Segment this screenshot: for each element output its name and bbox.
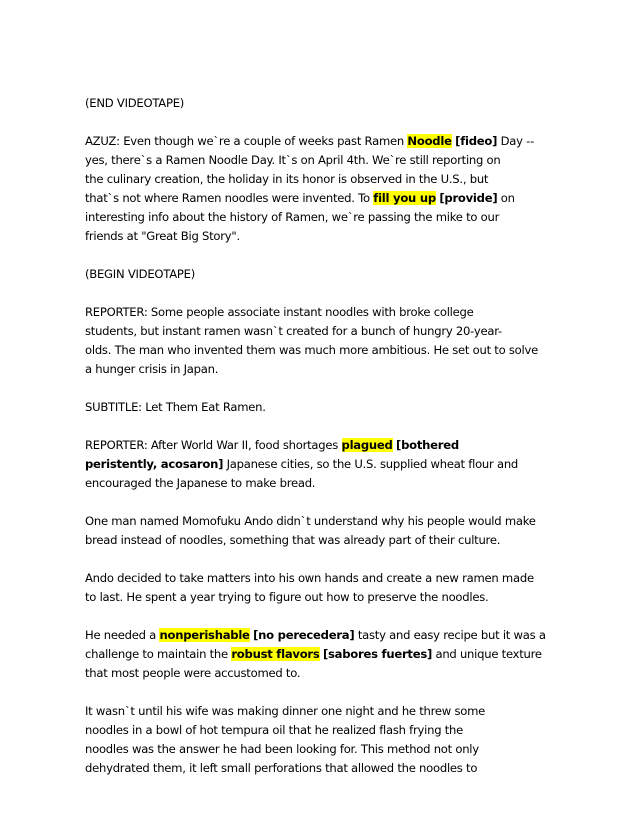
text-run: REPORTER: Some people associate instant noodles with broke college	[85, 305, 474, 319]
text-line	[85, 664, 555, 683]
text-line	[85, 341, 555, 360]
text-run: SUBTITLE: Let Them Eat Ramen.	[85, 400, 266, 414]
text-run: interesting info about the history of Ramen, we`re passing the mike to our	[85, 210, 500, 224]
text-run: noodles in a bowl of hot tempura oil that he realized flash frying the	[85, 723, 464, 737]
text-run: a hunger crisis in Japan.	[85, 362, 219, 376]
paragraph	[85, 94, 555, 113]
text-line	[85, 398, 555, 417]
text-run: (END VIDEOTAPE)	[85, 96, 185, 110]
paragraph	[85, 436, 555, 493]
highlighted-term: Noodle	[407, 134, 452, 148]
translation-gloss: [provide]	[439, 191, 498, 205]
text-line	[85, 474, 555, 493]
text-line	[85, 189, 555, 208]
text-run: Japanese cities, so the U.S. supplied wheat flour and	[223, 457, 519, 471]
text-run: olds. The man who invented them was much more ambitious. He set out to solve	[85, 343, 538, 357]
text-run: tasty and easy recipe but it was a	[354, 628, 546, 642]
text-line	[85, 531, 555, 550]
text-line	[85, 645, 555, 664]
translation-gloss: [bothered	[396, 438, 459, 452]
text-line	[85, 360, 555, 379]
highlighted-term: nonperishable	[159, 628, 250, 642]
text-run: AZUZ: Even though we`re a couple of weeks past Ramen	[85, 134, 408, 148]
text-run: the culinary creation, the holiday in its honor is observed in the U.S., but	[85, 172, 489, 186]
text-run: He needed a	[85, 628, 160, 642]
text-run: Ando decided to take matters into his own hands and create a new ramen made	[85, 571, 534, 585]
text-run: challenge to maintain the	[85, 647, 232, 661]
text-line	[85, 170, 555, 189]
text-run: that most people were accustomed to.	[85, 666, 301, 680]
highlighted-term: fill you up	[373, 191, 436, 205]
text-run: friends at "Great Big Story".	[85, 229, 240, 243]
highlighted-term: plagued	[341, 438, 393, 452]
text-line	[85, 265, 555, 284]
paragraph	[85, 626, 555, 683]
text-line	[85, 759, 555, 778]
paragraph	[85, 398, 555, 417]
text-line	[85, 512, 555, 531]
text-run: that`s not where Ramen noodles were invented. To	[85, 191, 374, 205]
text-line	[85, 436, 555, 455]
paragraph	[85, 569, 555, 607]
text-line	[85, 455, 555, 474]
text-line	[85, 132, 555, 151]
text-line	[85, 569, 555, 588]
text-line	[85, 702, 555, 721]
paragraph	[85, 702, 555, 778]
translation-gloss: [sabores fuertes]	[322, 647, 433, 661]
text-run: One man named Momofuku Ando didn`t understand why his people would make	[85, 514, 536, 528]
highlighted-term: robust flavors	[231, 647, 320, 661]
translation-gloss: [no perecedera]	[253, 628, 355, 642]
text-line	[85, 94, 555, 113]
text-run: to last. He spent a year trying to figure out how to preserve the noodles.	[85, 590, 489, 604]
text-run: (BEGIN VIDEOTAPE)	[85, 267, 195, 281]
paragraph	[85, 265, 555, 284]
text-line	[85, 588, 555, 607]
text-line	[85, 227, 555, 246]
text-run: bread instead of noodles, something that was already part of their culture.	[85, 533, 501, 547]
text-line	[85, 208, 555, 227]
translation-gloss: peristently, acosaron]	[85, 457, 224, 471]
text-run: students, but instant ramen wasn`t created for a bunch of hungry 20-year-	[85, 324, 502, 338]
document-body	[85, 94, 555, 797]
paragraph	[85, 303, 555, 379]
text-line	[85, 322, 555, 341]
text-run: Day --	[497, 134, 535, 148]
text-line	[85, 626, 555, 645]
paragraph	[85, 512, 555, 550]
text-run: dehydrated them, it left small perforations that allowed the noodles to	[85, 761, 478, 775]
translation-gloss: [fideo]	[455, 134, 498, 148]
text-line	[85, 740, 555, 759]
text-run: on	[497, 191, 515, 205]
text-line	[85, 151, 555, 170]
text-run: It wasn`t until his wife was making dinner one night and he threw some	[85, 704, 486, 718]
paragraph	[85, 132, 555, 246]
text-run: encouraged the Japanese to make bread.	[85, 476, 316, 490]
text-run: yes, there`s a Ramen Noodle Day. It`s on April 4th. We`re still reporting on	[85, 153, 501, 167]
text-run: noodles was the answer he had been looking for. This method not only	[85, 742, 479, 756]
text-line	[85, 721, 555, 740]
text-run: and unique texture	[432, 647, 542, 661]
text-run: REPORTER: After World War II, food shortages	[85, 438, 342, 452]
text-line	[85, 303, 555, 322]
